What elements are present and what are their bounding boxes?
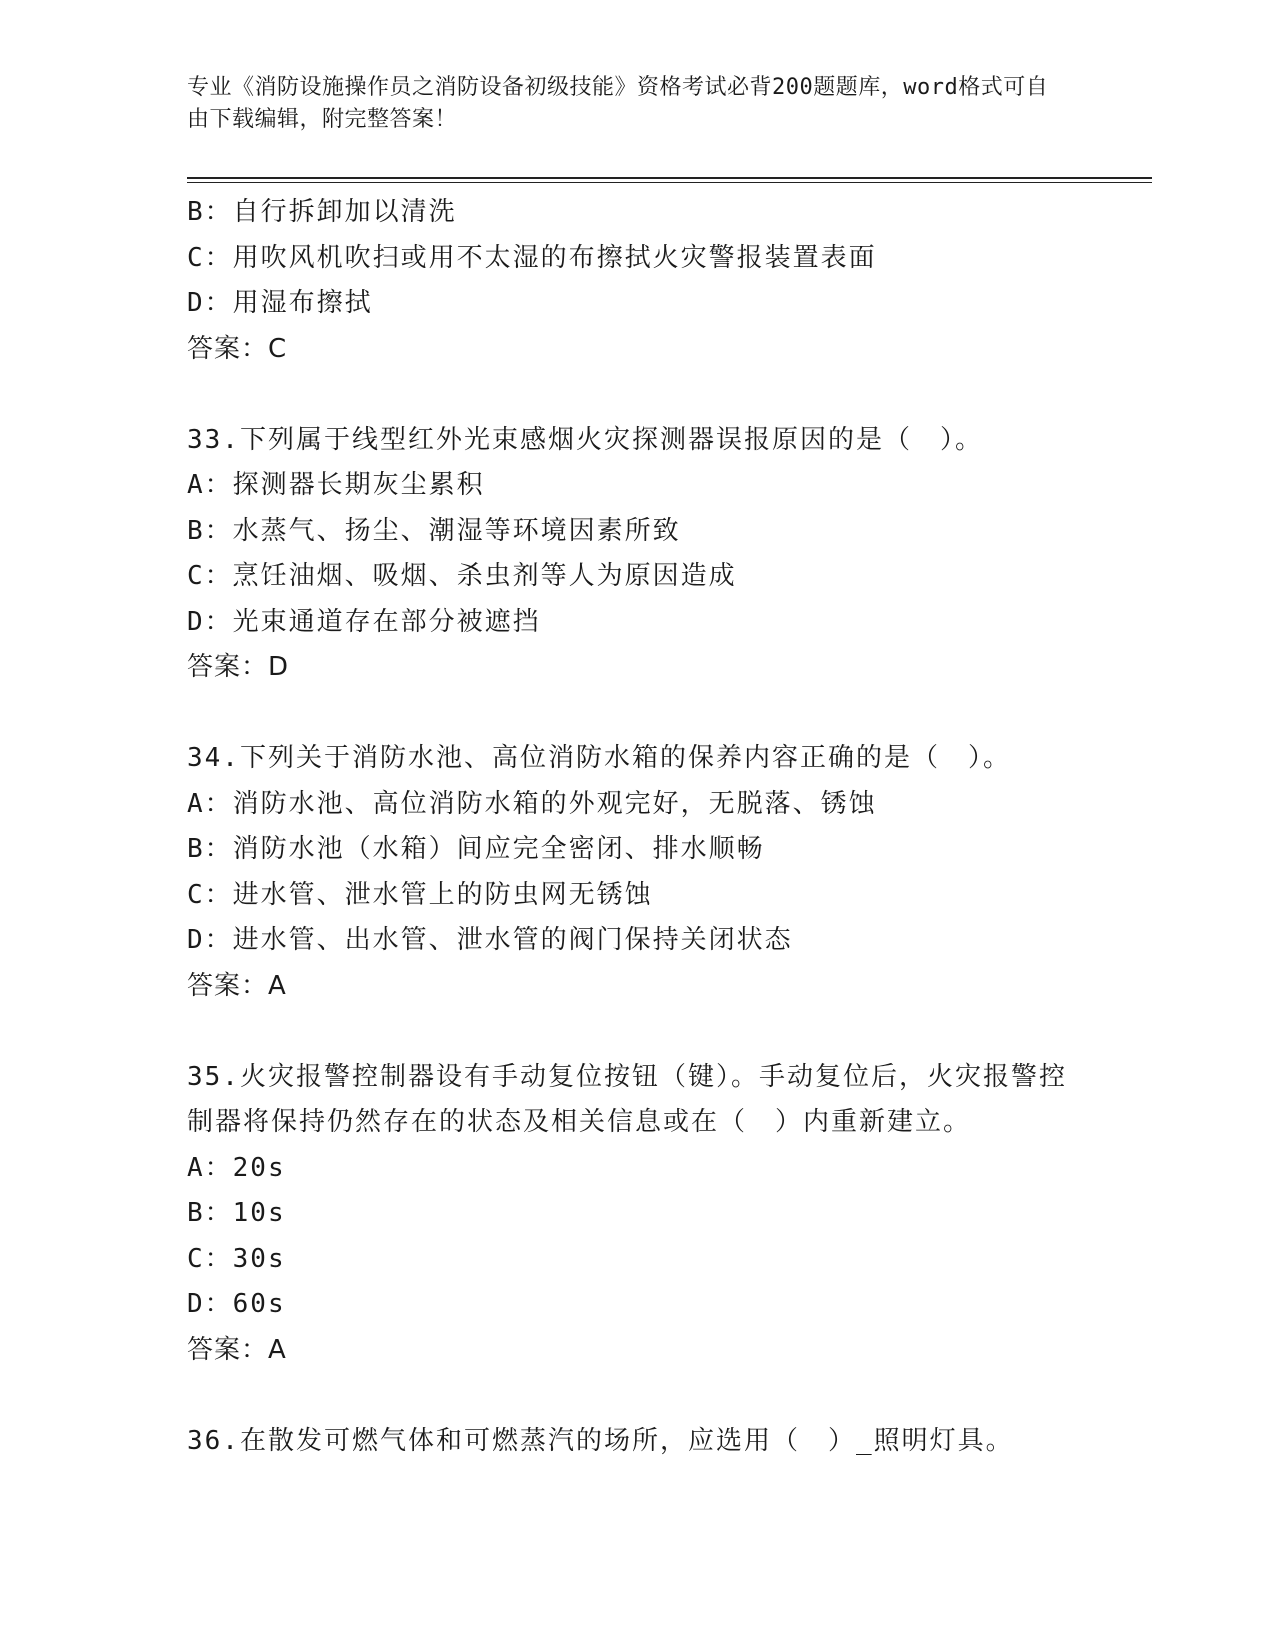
question-text: 33.下列属于线型红外光束感烟火灾探测器误报原因的是（ ）。 bbox=[187, 424, 983, 455]
question-text: 36.在散发可燃气体和可燃蒸汽的场所，应选用（ ）_照明灯具。 bbox=[187, 1425, 1014, 1456]
answer-line: 答案：C bbox=[187, 333, 288, 364]
question-block-36 bbox=[187, 1419, 1147, 1465]
question-block-33 bbox=[187, 418, 1147, 691]
question-block-35 bbox=[187, 1055, 1147, 1374]
option-c: C：进水管、泄水管上的防虫网无锈蚀 bbox=[187, 879, 653, 910]
spacer bbox=[187, 372, 1147, 418]
option-a: A：20s bbox=[187, 1152, 286, 1183]
option-b: B：水蒸气、扬尘、潮湿等环境因素所致 bbox=[187, 515, 681, 546]
option-b: B：自行拆卸加以清洗 bbox=[187, 197, 457, 227]
option-d: D：进水管、出水管、泄水管的阀门保持关闭状态 bbox=[187, 925, 793, 955]
header-rule-thick bbox=[187, 177, 1152, 179]
option-a: A：探测器长期灰尘累积 bbox=[187, 470, 485, 500]
spacer bbox=[187, 1373, 1147, 1419]
option-c: C：用吹风机吹扫或用不太湿的布擦拭火灾警报装置表面 bbox=[187, 242, 877, 273]
option-b: B：10s bbox=[187, 1198, 286, 1228]
spacer bbox=[187, 691, 1147, 737]
header-rule-thin bbox=[187, 182, 1152, 183]
option-d: D：光束通道存在部分被遮挡 bbox=[187, 606, 541, 637]
option-d: D：用湿布擦拭 bbox=[187, 288, 373, 318]
question-text: 34.下列关于消防水池、高位消防水箱的保养内容正确的是（ ）。 bbox=[187, 743, 1011, 773]
document-header: 专业《消防设施操作员之消防设备初级技能》资格考试必背200题题库，word格式可自由下载编辑，附完整答案！ bbox=[187, 75, 1049, 132]
answer-line: 答案：A bbox=[187, 1334, 287, 1365]
option-a: A：消防水池、高位消防水箱的外观完好，无脱落、锈蚀 bbox=[187, 788, 877, 819]
question-list bbox=[187, 190, 1147, 1464]
option-c: C：30s bbox=[187, 1243, 286, 1274]
question-text: 35.火灾报警控制器设有手动复位按钮（键）。手动复位后，火灾报警控制器将保持仍然存在的状态及相关信息或在（ ）内重新建立。 bbox=[187, 1061, 1067, 1137]
question-block-32 bbox=[187, 190, 1147, 372]
answer-line: 答案：A bbox=[187, 970, 287, 1001]
spacer bbox=[187, 1009, 1147, 1055]
option-b: B：消防水池（水箱）间应完全密闭、排水顺畅 bbox=[187, 834, 765, 864]
question-block-34 bbox=[187, 736, 1147, 1009]
option-d: D：60s bbox=[187, 1289, 286, 1319]
answer-line: 答案：D bbox=[187, 652, 290, 682]
option-c: C：烹饪油烟、吸烟、杀虫剂等人为原因造成 bbox=[187, 561, 737, 591]
